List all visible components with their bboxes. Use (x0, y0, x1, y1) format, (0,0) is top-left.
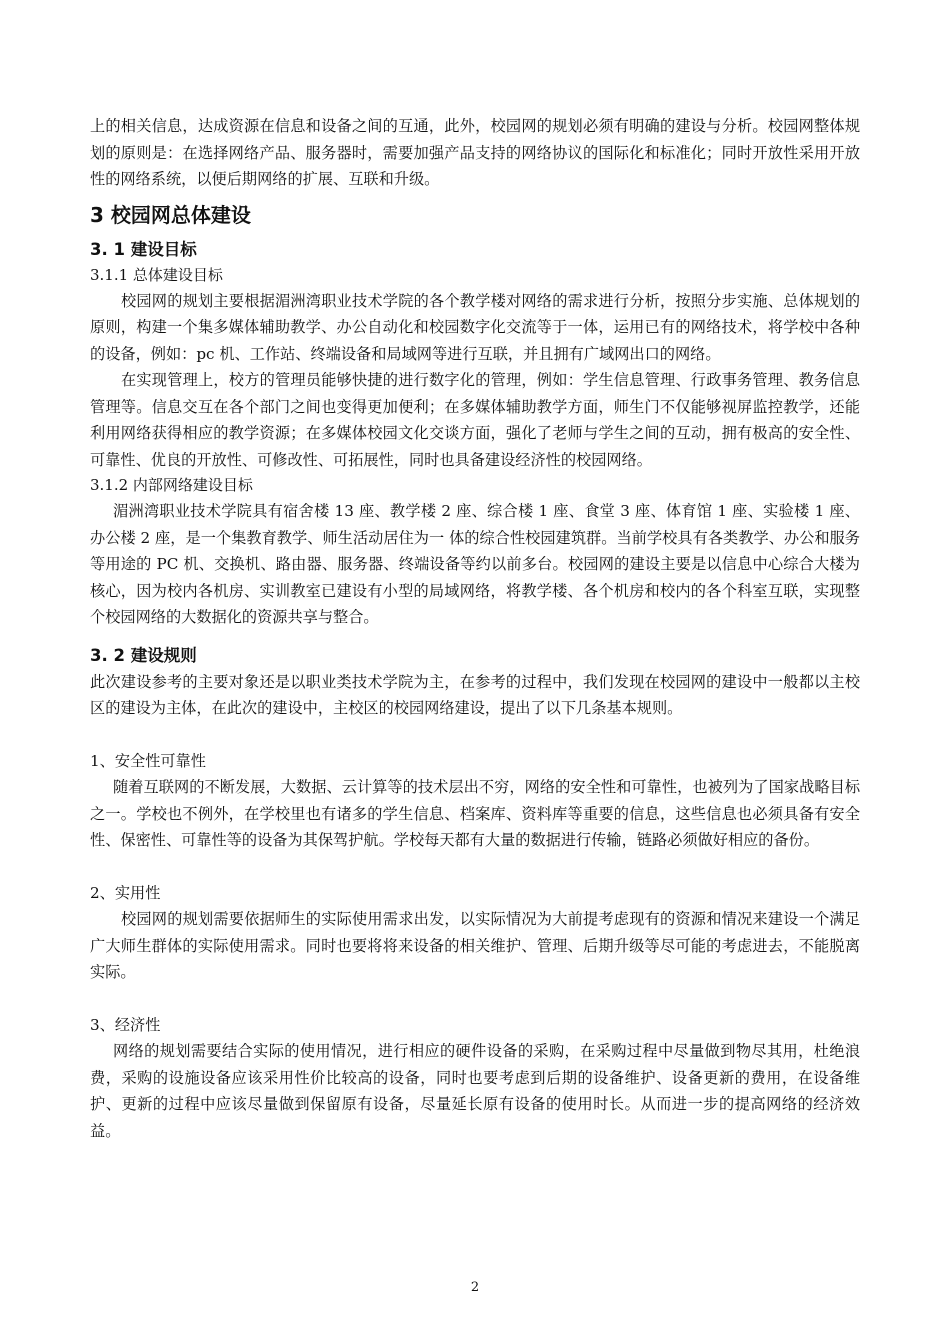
paragraph: 校园网的规划主要根据湄洲湾职业技术学院的各个教学楼对网络的需求进行分析，按照分步实施、总体规划的原则，构建一个集多媒体辅助教学、办公自动化和校园数字化交流等于一体，运用已有的网络技术，将学校中各种的设备，例如：pc 机、工作站、终端设备和局域网等进行互联，并且拥有广域网出口的网络。 (90, 291, 860, 363)
section-heading-3-1: 3. 1 建设目标 (90, 239, 197, 259)
rule-title: 3、经济性 (90, 1015, 161, 1034)
paragraph: 在实现管理上，校方的管理员能够快捷的进行数字化的管理，例如：学生信息管理、行政事务管理、教务信息管理等。信息交互在各个部门之间也变得更加便利；在多媒体辅助教学方面，师生门不仅能够视屏监控教学，还能利用网络获得相应的教学资源；在多媒体校园文化交谈方面，强化了老师与学生之间的互动，拥有极高的安全性、可靠性、优良的开放性、可修改性、可拓展性，同时也具备建设经济性的校园网络。 (90, 371, 860, 469)
page-content (90, 113, 860, 1144)
rule-body: 校园网的规划需要依据师生的实际使用需求出发，以实际情况为大前提考虑现有的资源和情况来建设一个满足广大师生群体的实际使用需求。同时也要将将来设备的相关维护、管理、后期升级等尽可能的考虑进去，不能脱离实际。 (90, 910, 860, 981)
rule-body: 网络的规划需要结合实际的使用情况，进行相应的硬件设备的采购，在采购过程中尽量做到物尽其用，杜绝浪费，采购的设施设备应该采用性价比较高的设备，同时也要考虑到后期的设备维护、设备更新的费用，在设备维护、更新的过程中应该尽量做到保留原有设备，尽量延长原有设备的使用时长。从而进一步的提高网络的经济效益。 (90, 1042, 860, 1140)
spacer (90, 722, 860, 748)
subsection-heading-3-1-2: 3.1.2 内部网络建设目标 (90, 476, 253, 494)
spacer (90, 631, 860, 641)
page-number: 2 (470, 1280, 480, 1295)
rule-body: 随着互联网的不断发展，大数据、云计算等的技术层出不穷，网络的安全性和可靠性，也被列为了国家战略目标之一。学校也不例外，在学校里也有诸多的学生信息、档案库、资料库等重要的信息，这些信息也必须具备有安全性、保密性、可靠性等的设备为其保驾护航。学校每天都有大量的数据进行传输，链路必须做好相应的备份。 (90, 778, 860, 849)
rule-title: 2、实用性 (90, 883, 161, 902)
spacer (90, 854, 860, 880)
paragraph: 湄洲湾职业技术学院具有宿舍楼 13 座、教学楼 2 座、综合楼 1 座、食堂 3 座、体育馆 1 座、实验楼 1 座、办公楼 2 座，是一个集教育教学、师生活动居住为一 体的综合性校园建筑群。当前学校具有各类教学、办公和服务等用途的 PC 机、交换机、路由器、服务器、终端设备等约以前多台。校园网的建设主要是以信息中心综合大楼为核心，因为校内各机房、实训教室已建设有小型的局域网络，将教学楼、各个机房和校内的各个科室互联，实现整个校园网络的大数据化的资源共享与整合。 (90, 502, 860, 626)
spacer (90, 986, 860, 1012)
section-heading-3-2: 3. 2 建设规则 (90, 645, 197, 665)
paragraph: 此次建设参考的主要对象还是以职业类技术学院为主，在参考的过程中，我们发现在校园网的建设中一般都以主校区的建设为主体，在此次的建设中，主校区的校园网络建设，提出了以下几条基本规则。 (90, 672, 860, 717)
opening-paragraph: 上的相关信息，达成资源在信息和设备之间的互通，此外，校园网的规划必须有明确的建设与分析。校园网整体规划的原则是：在选择网络产品、服务器时，需要加强产品支持的网络协议的国际化和标准化；同时开放性采用开放性的网络系统，以便后期网络的扩展、互联和升级。 (90, 117, 860, 188)
rule-title: 1、安全性可靠性 (90, 751, 206, 770)
chapter-heading: 3 校园网总体建设 (90, 202, 251, 227)
subsection-heading-3-1-1: 3.1.1 总体建设目标 (90, 265, 223, 284)
